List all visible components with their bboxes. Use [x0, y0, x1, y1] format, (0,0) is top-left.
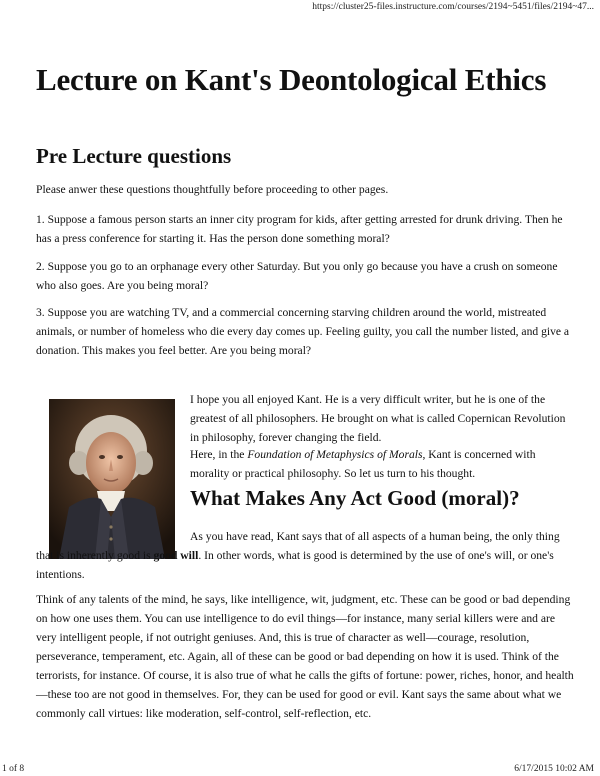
section-title: Pre Lecture questions	[36, 144, 232, 168]
good-will-pre: As you have read, Kant says that of all aspects of a human being, the only thing that is inherently good is	[36, 530, 560, 562]
question-2: 2. Suppose you go to an orphanage every other Saturday. But you only go because you have a crush on someone who also goes. Are you being moral?	[36, 260, 558, 292]
kant-intro-b	[190, 445, 568, 483]
good-will-paragraph	[36, 527, 576, 584]
question-1: 1. Suppose a famous person starts an inner city program for kids, after getting arrested for drunk driving. Then he has a press conference for starting it. Has the person done something moral?	[36, 213, 563, 245]
kant-intro-b-post: , Kant is concerned with morality or practical philosophy. So let us turn to his thought.	[190, 448, 536, 480]
kant-intro-b-pre: Here, in the	[190, 448, 248, 461]
subheading: What Makes Any Act Good (moral)?	[190, 486, 520, 510]
print-timestamp: 6/17/2015 10:02 AM	[514, 764, 594, 774]
book-title: Foundation of Metaphysics of Morals	[247, 448, 423, 461]
page-count: 1 of 8	[2, 764, 25, 774]
kant-intro-a: I hope you all enjoyed Kant. He is a very difficult writer, but he is one of the greatest of all philosophers. He brought on what is called Copernican Revolution in philosophy, forever changing the field.	[190, 393, 566, 444]
talents-paragraph: Think of any talents of the mind, he says, like intelligence, wit, judgment, etc. These can be good or bad depending on how one uses them. You can use intelligence to do evil things—for instance, many serial killers were and are very intelligent people, if not outright geniuses. And, this is true of character as well—courage, resolution, perseverance, temperament, etc. Again, all of these can be good or bad depending on how it is used. Think of the terrorists, for instance. Of course, it is also true of what he calls the gifts of fortune: power, riches, honor, and health—these too are not good in themselves. For, they can be used for good or evil. Kant says the same about what we commonly call virtues: like moderation, self-control, self-reflection, etc.	[36, 593, 574, 720]
intro-text: Please anwer these questions thoughtfully before proceeding to other pages.	[36, 183, 389, 196]
print-header-url: https://cluster25-files.instructure.com/courses/2194~5451/files/2194~47...	[312, 2, 594, 12]
page-title: Lecture on Kant's Deontological Ethics	[36, 62, 547, 97]
question-3: 3. Suppose you are watching TV, and a commercial concerning starving children around the world, mistreated animals, or number of homeless who die every day comes up. Feeling guilty, you call the number listed, and give a donation. This makes you feel better. Are you being moral?	[36, 306, 570, 357]
good-will-post: . In other words, what is good is determined by the use of one's will, or one's intentions.	[36, 549, 554, 581]
good-will-term: good will	[153, 549, 199, 562]
